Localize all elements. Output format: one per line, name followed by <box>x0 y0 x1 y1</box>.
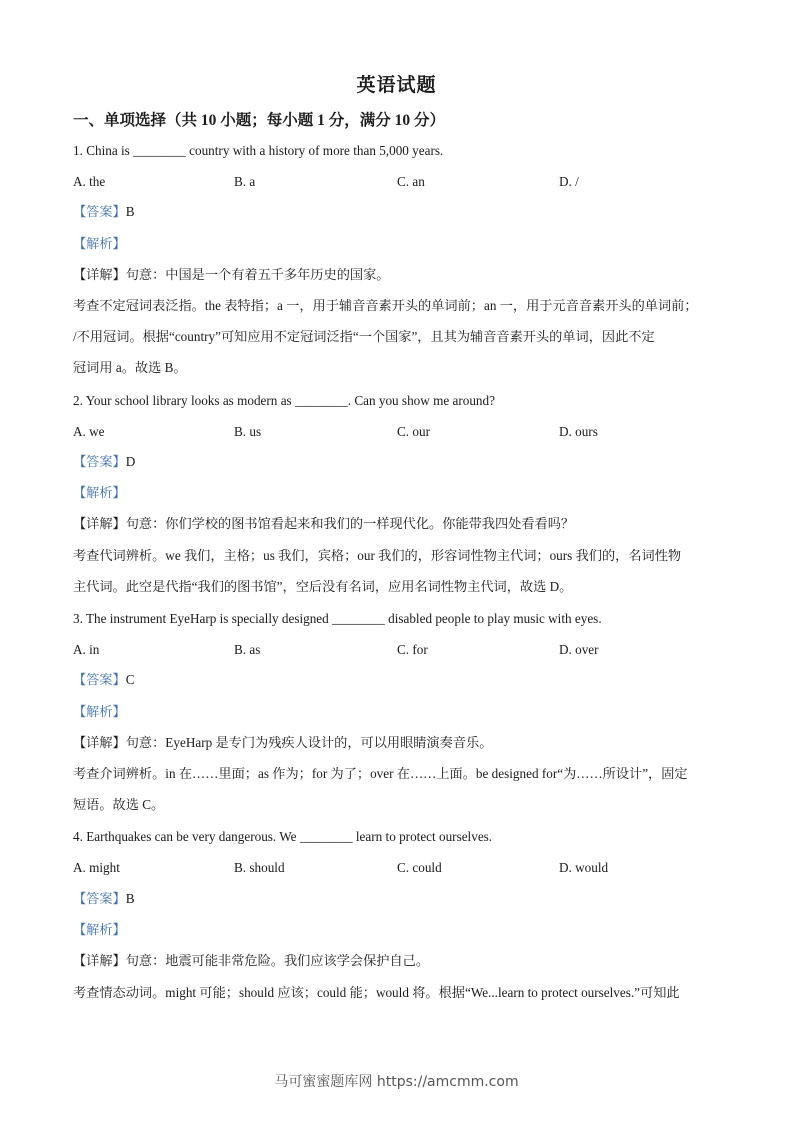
explain-line: 考查情态动词。might 可能；should 应该；could 能；would 将。根据“We...learn to protect ourselves.”可知此 <box>73 985 680 1000</box>
analysis-tag: 【解析】 <box>73 922 126 937</box>
section-heading: 一、单项选择（共 10 小题；每小题 1 分，满分 10 分） <box>73 112 446 129</box>
answer-value: B <box>125 891 135 906</box>
analysis-tag: 【解析】 <box>73 236 126 251</box>
option-d: D. ours <box>559 424 598 439</box>
question-stem: 2. Your school library looks as modern as ________. Can you show me around? <box>73 393 495 408</box>
question-stem: 3. The instrument EyeHarp is specially designed ________ disabled people to play music with eyes. <box>73 611 602 626</box>
answer-line <box>73 202 723 222</box>
explain-line: 考查代词辨析。we 我们，主格；us 我们，宾格；our 我们的，形容词性物主代词；ours 我们的，名词性物 <box>73 548 682 563</box>
answer-value: C <box>125 672 135 687</box>
option-a: A. we <box>73 424 105 439</box>
question-stem: 1. China is ________ country with a history of more than 5,000 years. <box>73 143 444 158</box>
explain-line: /不用冠词。根据“country”可知应用不定冠词泛指“一个国家”，且其为辅音音素开头的单词，因此不定 <box>73 329 655 344</box>
answer-tag: 【答案】 <box>73 891 126 906</box>
answer-line <box>73 889 723 909</box>
option-c: C. could <box>397 860 442 875</box>
option-d: D. would <box>559 860 609 875</box>
detail-line <box>73 733 723 753</box>
option-a: A. might <box>73 860 120 875</box>
detail-tag: 【详解】 <box>73 735 126 750</box>
explain-line: 考查介词辨析。in 在……里面；as 作为；for 为了；over 在……上面。be designed for“为……所设计”，固定 <box>73 766 688 781</box>
detail-line <box>73 951 723 971</box>
page-title: 英语试题 <box>356 75 437 96</box>
option-b: B. should <box>234 860 285 875</box>
explain-line: 短语。故选 C。 <box>73 797 165 812</box>
option-d: D. / <box>559 174 579 189</box>
detail-text: 句意：EyeHarp 是专门为残疾人设计的，可以用眼睛演奏音乐。 <box>125 735 493 750</box>
detail-line <box>73 514 723 534</box>
answer-line <box>73 452 723 472</box>
detail-text: 句意：中国是一个有着五千多年历史的国家。 <box>125 267 390 282</box>
detail-tag: 【详解】 <box>73 953 126 968</box>
detail-text: 句意：你们学校的图书馆看起来和我们的一样现代化。你能带我四处看看吗？ <box>125 516 575 531</box>
detail-line <box>73 265 723 285</box>
page-footer: 马可蜜蜜题库网 https://amcmm.com <box>274 1074 519 1090</box>
explain-line: 考查不定冠词表泛指。the 表特指；a 一，用于辅音音素开头的单词前；an 一，用于元音音素开头的单词前； <box>73 298 698 313</box>
option-c: C. our <box>397 424 430 439</box>
answer-value: B <box>125 204 135 219</box>
detail-tag: 【详解】 <box>73 267 126 282</box>
explain-line: 冠词用 a。故选 B。 <box>73 360 187 375</box>
detail-tag: 【详解】 <box>73 516 126 531</box>
option-c: C. for <box>397 642 428 657</box>
answer-line <box>73 670 723 690</box>
answer-value: D <box>125 454 136 469</box>
explain-line: 主代词。此空是代指“我们的图书馆”，空后没有名词，应用名词性物主代词，故选 D。 <box>73 579 573 594</box>
option-c: C. an <box>397 174 425 189</box>
answer-tag: 【答案】 <box>73 672 126 687</box>
option-a: A. in <box>73 642 100 657</box>
analysis-tag: 【解析】 <box>73 704 126 719</box>
option-b: B. a <box>234 174 256 189</box>
answer-tag: 【答案】 <box>73 454 126 469</box>
analysis-tag: 【解析】 <box>73 485 126 500</box>
option-d: D. over <box>559 642 599 657</box>
answer-tag: 【答案】 <box>73 204 126 219</box>
option-b: B. us <box>234 424 262 439</box>
option-b: B. as <box>234 642 261 657</box>
question-stem: 4. Earthquakes can be very dangerous. We ________ learn to protect ourselves. <box>73 829 493 844</box>
option-a: A. the <box>73 174 106 189</box>
detail-text: 句意：地震可能非常危险。我们应该学会保护自己。 <box>125 953 430 968</box>
